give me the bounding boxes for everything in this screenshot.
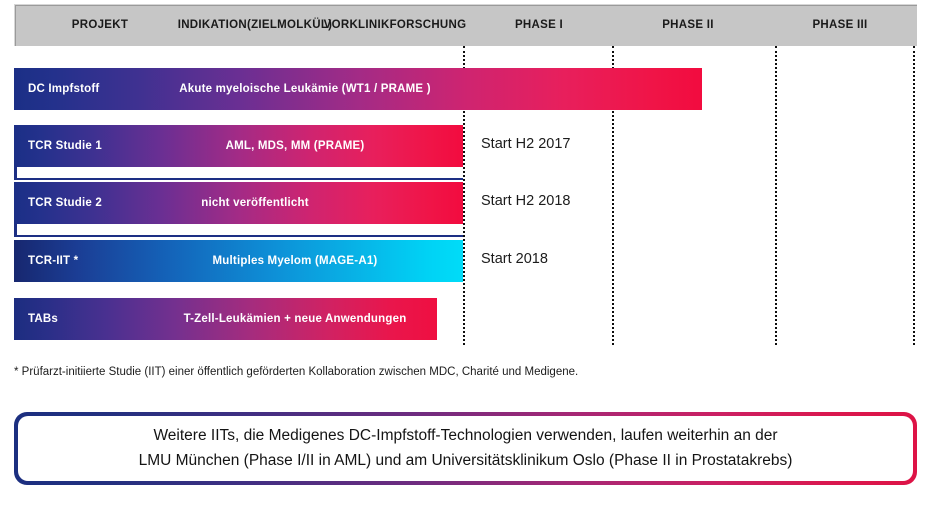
indication-label: Akute myeloische Leukämie (WT1 / PRAME ): [179, 83, 431, 95]
pipeline-bar-row[interactable]: [14, 240, 463, 282]
project-label: TCR-IIT *: [28, 255, 79, 267]
column-header-line: PHASE II: [662, 18, 714, 31]
indication-label: T-Zell-Leukämien + neue Anwendungen: [183, 313, 407, 325]
callout-line-2: LMU München (Phase I/II in AML) und am Universitätsklinikum Oslo (Phase II in Prostatakrebs): [138, 451, 793, 469]
indication-label: Multiples Myelom (MAGE-A1): [212, 255, 378, 267]
pipeline-bar-row[interactable]: [14, 298, 437, 340]
column-header-line: PHASE III: [812, 18, 868, 31]
column-header-1: [15, 5, 185, 46]
column-header-6: [763, 5, 917, 46]
pipeline-bar-row[interactable]: [14, 125, 463, 167]
project-label: TCR Studie 1: [28, 140, 102, 152]
column-header-line: VORKLINIK: [323, 18, 390, 31]
pipeline-bar-row[interactable]: [14, 182, 463, 224]
bar-sub-strip: [14, 167, 463, 180]
indication-label: nicht veröffentlicht: [201, 197, 309, 209]
column-header-line: PHASE I: [514, 18, 564, 31]
phase-start-label: Start H2 2018: [481, 193, 571, 209]
callout-inner: [18, 416, 913, 481]
column-header-line: (ZIELMOLKÜL): [246, 18, 333, 31]
column-header-4: [465, 5, 613, 46]
project-label: DC Impfstoff: [28, 83, 100, 95]
phase-start-label: Start H2 2017: [481, 136, 571, 152]
column-header-line: FORSCHUNG: [389, 18, 467, 31]
pipeline-bar-row[interactable]: [14, 68, 702, 110]
phase-start-label: Start 2018: [481, 251, 548, 267]
phase-divider-3: [775, 46, 777, 345]
column-header-band: [14, 4, 917, 46]
column-header-5: [613, 5, 763, 46]
project-label: TCR Studie 2: [28, 197, 102, 209]
callout-line-1: Weitere IITs, die Medigenes DC-Impfstoff-Technologien verwenden, laufen weiterhin an der: [153, 427, 778, 445]
bar-sub-strip: [14, 224, 463, 237]
column-header-2: [177, 5, 333, 46]
phase-divider-4: [913, 46, 915, 345]
column-header-line: INDIKATION: [177, 18, 247, 31]
column-header-3: [325, 5, 465, 46]
footnote-text: * Prüfarzt-initiierte Studie (IIT) einer öffentlich geförderten Kollaboration zwischen MDC, Charité und Medigene.: [14, 366, 579, 378]
indication-label: AML, MDS, MM (PRAME): [225, 140, 365, 152]
column-header-line: PROJEKT: [71, 18, 129, 31]
callout-box: [14, 412, 917, 485]
project-label: TABs: [28, 313, 58, 325]
